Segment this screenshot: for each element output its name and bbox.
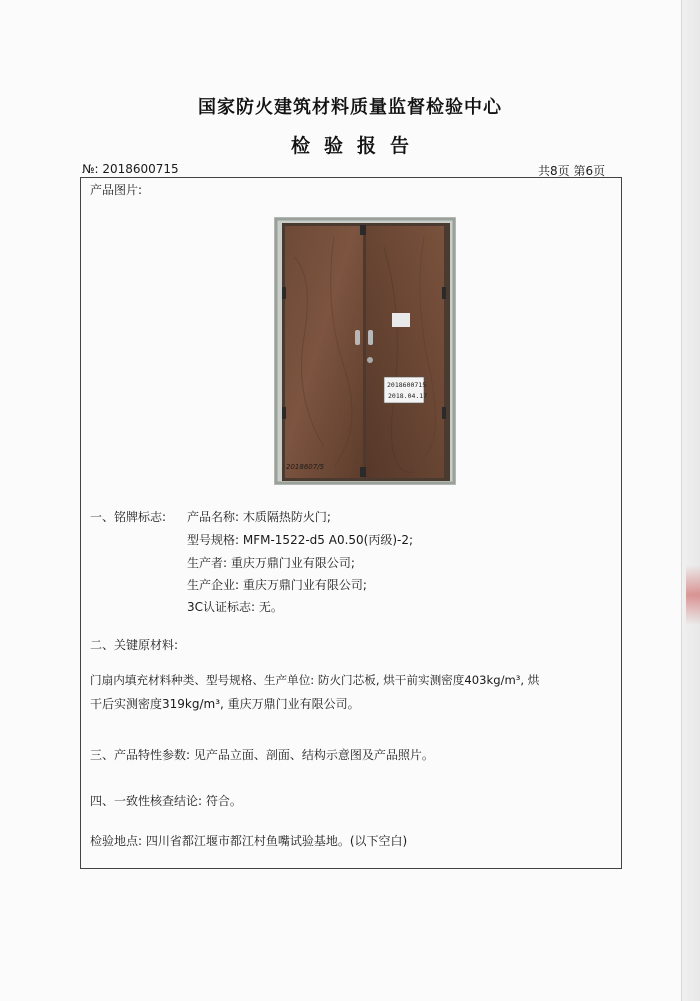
photo-handwriting: 2018607/5	[286, 463, 324, 471]
materials-heading: 二、关键原材料:	[90, 638, 179, 652]
org-title: 国家防火建筑材料质量监督检验中心	[198, 97, 502, 118]
consistency-text: 四、一致性核查结论: 符合。	[90, 794, 242, 808]
page-info: 共8页 第6页	[538, 164, 606, 178]
producer: 生产者: 重庆万鼎门业有限公司;	[187, 556, 355, 570]
photo-tag-line1: 2018600715	[387, 381, 427, 389]
params-text: 三、产品特性参数: 见产品立面、剖面、结构示意图及产品照片。	[90, 748, 434, 762]
product-name: 产品名称: 木质隔热防火门;	[187, 510, 331, 524]
seal-stain	[686, 565, 700, 625]
report-title: 检验报告	[290, 135, 423, 157]
door-image	[274, 217, 456, 485]
materials-line2: 干后实测密度319kg/m³, 重庆万鼎门业有限公司。	[90, 697, 360, 711]
manufacturer: 生产企业: 重庆万鼎门业有限公司;	[187, 578, 367, 592]
photo-tag-line2: 2018.04.17	[388, 392, 428, 400]
location-text: 检验地点: 四川省都江堰市都江村鱼嘴试验基地。(以下空白)	[90, 834, 408, 848]
report-number: №: 2018600715	[82, 162, 179, 176]
product-photo	[274, 217, 456, 485]
materials-line1: 门扇内填充材料种类、型号规格、生产单位: 防火门芯板, 烘干前实测密度403kg/m³, 烘	[90, 673, 540, 687]
nameplate-heading: 一、铭牌标志:	[90, 510, 167, 524]
cert-mark: 3C认证标志: 无。	[187, 600, 283, 614]
photo-label: 产品图片:	[90, 183, 143, 197]
model-spec: 型号规格: MFM-1522-d5 A0.50(丙级)-2;	[187, 533, 414, 547]
